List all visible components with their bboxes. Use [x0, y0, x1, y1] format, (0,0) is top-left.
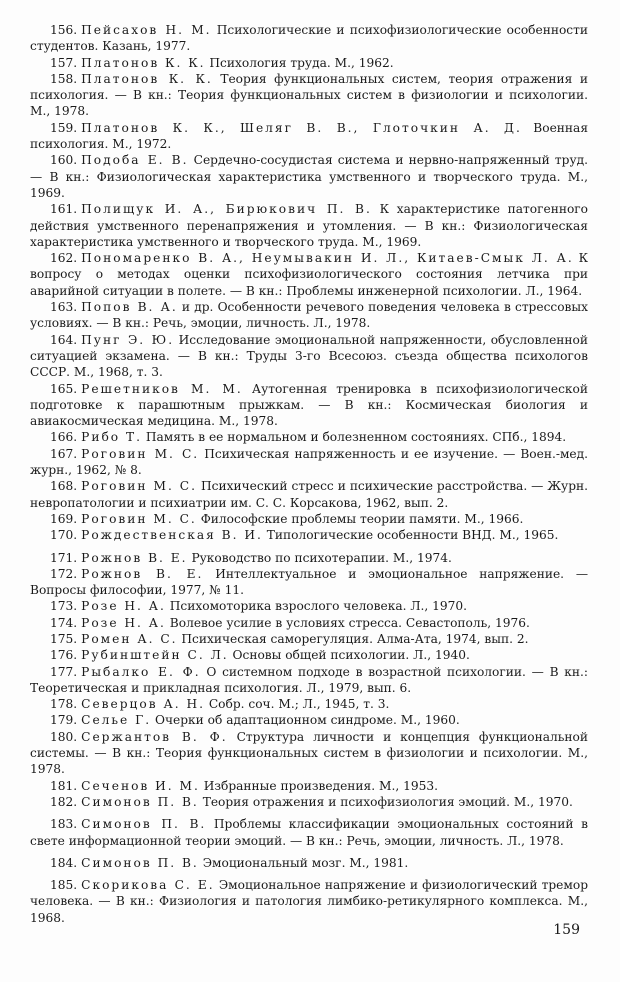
- entry-number: 169.: [50, 511, 78, 526]
- bibliography-entry: [30, 664, 588, 697]
- entry-number: 185.: [50, 878, 78, 893]
- entry-text: Психическая саморегуляция. Алма-Ата, 1974, вып. 2.: [181, 631, 529, 646]
- bibliography-entry: [30, 615, 588, 631]
- bibliography-entry: [30, 55, 588, 71]
- entry-author: Роговин М. С.: [81, 446, 200, 461]
- bibliography-entry: [30, 71, 588, 120]
- entry-author: Рыбалко Е. Ф.: [81, 664, 201, 679]
- entry-text: Психическая напряженность и ее изучение. — Воен.-мед. журн., 1962, № 8.: [30, 446, 589, 478]
- entry-author: Попов В. А.: [81, 300, 178, 315]
- entry-number: 157.: [50, 55, 78, 70]
- entry-number: 160.: [50, 153, 78, 168]
- entry-author: Симонов П. В.: [81, 794, 199, 809]
- entry-text: и др. Особенности речевого поведения человека в стрессовых условиях. — В кн.: Речь, эмоции, личность. Л., 1978.: [30, 300, 588, 331]
- entry-number: 159.: [50, 120, 78, 135]
- bibliography-entry: [30, 152, 588, 201]
- entry-author: Рожнов В. Е.: [81, 550, 188, 565]
- entry-author: Розе Н. А.: [81, 615, 166, 630]
- entry-number: 170.: [50, 528, 78, 543]
- entry-number: 178.: [50, 697, 78, 712]
- entry-author: Симонов П. В.: [81, 817, 207, 832]
- entry-text: Исследование эмоциональной напряженности, обусловленной ситуацией экзамена. — В кн.: Труды 3-го Всесоюз. съезда общества психологов СССР. М., 1968, т. 3.: [30, 332, 588, 380]
- entry-text: Психологические и психофизиологические особенности студентов. Казань, 1977.: [30, 23, 588, 54]
- entry-author: Полищук И. А., Бирюкович П. В.: [81, 202, 372, 217]
- entry-text: Теория функциональных систем, теория отражения и психология. — В кн.: Теория функциональных систем в физиологии и психологии. М., 1978.: [30, 71, 588, 119]
- entry-author: Розе Н. А.: [81, 599, 166, 614]
- entry-author: Симонов П. В.: [81, 855, 199, 870]
- entry-author: Сеченов И. М.: [81, 778, 200, 793]
- entry-author: Ромен А. С.: [81, 631, 178, 646]
- entry-text: Очерки об адаптационном синдроме. М., 1960.: [154, 713, 460, 728]
- bibliography-entry: [30, 566, 588, 599]
- entry-author: Рожнов В. Е.: [81, 566, 204, 581]
- bibliography-entry: [30, 550, 588, 566]
- entry-text: Философские проблемы теории памяти. М., 1966.: [200, 511, 524, 526]
- bibliography-entry: [30, 855, 588, 871]
- entry-text: Сердечно-сосудистая система и нервно-напряженный труд. — В кн.: Физиологическая характеристика умственного и творческого труда. М., 1969.: [30, 153, 589, 200]
- entry-number: 176.: [50, 648, 78, 663]
- entry-number: 171.: [50, 550, 78, 565]
- bibliography-entry: [30, 299, 588, 332]
- entry-author: Пейсахов Н. М.: [81, 23, 212, 37]
- entry-number: 163.: [50, 300, 78, 315]
- entry-author: Северцов А. Н.: [81, 697, 205, 712]
- entry-number: 182.: [50, 794, 78, 809]
- entry-author: Роговин М. С.: [81, 479, 198, 494]
- bibliography-entry: [30, 478, 588, 511]
- entry-number: 168.: [50, 479, 78, 494]
- entry-author: Пунг Э. Ю.: [81, 332, 175, 347]
- entry-number: 156.: [50, 23, 78, 37]
- entry-number: 158.: [50, 71, 78, 86]
- bibliography-entry: [30, 778, 588, 794]
- entry-text: Проблемы классификации эмоциональных состояний в свете информационной теории эмоций. — В кн.: Речь, эмоции, личность. Л., 1978.: [30, 817, 588, 848]
- bibliography-entry: [30, 696, 588, 712]
- entry-number: 184.: [50, 855, 78, 870]
- entry-number: 173.: [50, 599, 78, 614]
- entry-text: Руководство по психотерапии. М., 1974.: [191, 550, 452, 565]
- entry-number: 162.: [50, 251, 78, 266]
- entry-text: Избранные произведения. М., 1953.: [203, 778, 438, 793]
- entry-number: 174.: [50, 615, 78, 630]
- entry-author: Платонов К. К.: [81, 55, 206, 70]
- entry-author: Платонов К. К.: [81, 71, 213, 86]
- entry-text: О системном подходе в возрастной психологии. — В кн.: Теоретическая и прикладная психология. Л., 1979, вып. 6.: [30, 664, 588, 695]
- bibliography-entry: [30, 794, 588, 810]
- entry-text: Типологические особенности ВНД. М., 1965.: [266, 528, 559, 543]
- bibliography-entry: [30, 647, 588, 663]
- bibliography-entry: [30, 877, 588, 926]
- entry-author: Рибо Т.: [81, 430, 143, 445]
- entry-text: Интеллектуальное и эмоциональное напряжение. — Вопросы философии, 1977, № 11.: [30, 566, 589, 598]
- bibliography-entry: [30, 446, 588, 479]
- entry-author: Роговин М. С.: [81, 511, 197, 526]
- entry-text: К вопросу о методах оценки психофизиологического состояния летчика при аварийной ситуации в полете. — В кн.: Проблемы инженерной психологии. Л., 1964.: [30, 251, 588, 298]
- entry-author: Пономаренко В. А., Неумывакин И. Л., Китаев-Смык Л. А.: [81, 251, 574, 266]
- entry-number: 167.: [50, 446, 78, 461]
- entry-number: 181.: [50, 778, 78, 793]
- entry-author: Решетников М. М.: [81, 381, 243, 396]
- entry-number: 164.: [50, 332, 78, 347]
- entry-number: 161.: [50, 202, 78, 217]
- entry-author: Платонов К. К., Шеляг В. В., Глоточкин А. Д.: [81, 120, 522, 135]
- bibliography-entry: [30, 511, 588, 527]
- entry-author: Сержантов В. Ф.: [81, 729, 228, 744]
- entry-text: Собр. соч. М.; Л., 1945, т. 3.: [208, 697, 390, 712]
- bibliography-entry: [30, 201, 588, 250]
- bibliography-entry: [30, 332, 588, 381]
- entry-text: Психический стресс и психические расстройства. — Журн. невропатологии и психиатрии им. С. С. Корсакова, 1962, вып. 2.: [30, 479, 588, 510]
- bibliography-entry: [30, 527, 588, 543]
- entry-text: Военная психология. М., 1972.: [30, 120, 589, 152]
- entry-number: 166.: [50, 430, 78, 445]
- entry-number: 165.: [50, 381, 78, 396]
- bibliography-entry: [30, 120, 588, 153]
- entry-text: Структура личности и концепция функциональной системы. — В кн.: Теория функциональных систем в физиологии и психологии. М., 1978.: [30, 729, 588, 777]
- entry-text: К характеристике патогенного действия умственного перенапряжения и утомления. — В кн.: Физиологическая характеристика умственного и творческого труда. М., 1969.: [30, 202, 589, 249]
- entry-author: Скорикова С. Е.: [81, 878, 215, 893]
- bibliography-entry: [30, 729, 588, 778]
- bibliography-list: [30, 22, 588, 926]
- entry-text: Эмоциональное напряжение и физиологический тремор человека. — В кн.: Физиология и патология лимбико-ретикулярного комплекса. М., 1968.: [30, 878, 589, 925]
- bibliography-entry: [30, 631, 588, 647]
- entry-text: Эмоциональный мозг. М., 1981.: [202, 855, 409, 870]
- entry-number: 175.: [50, 631, 78, 646]
- bibliography-entry: [30, 598, 588, 614]
- bibliography-entry: [30, 816, 588, 849]
- entry-text: Основы общей психологии. Л., 1940.: [232, 648, 470, 663]
- bibliography-entry: [30, 22, 588, 55]
- entry-number: 180.: [50, 729, 78, 744]
- entry-author: Рождественская В. И.: [81, 528, 263, 543]
- entry-number: 183.: [50, 817, 78, 832]
- entry-number: 172.: [50, 566, 78, 581]
- bibliography-entry: [30, 381, 588, 430]
- entry-text: Волевое усилие в условиях стресса. Севастополь, 1976.: [169, 615, 530, 630]
- bibliography-entry: [30, 250, 588, 299]
- page-number: 159: [553, 922, 580, 938]
- bibliography-entry: [30, 712, 588, 728]
- entry-text: Психомоторика взрослого человека. Л., 1970.: [169, 599, 468, 614]
- entry-text: Аутогенная тренировка в психофизиологической подготовке к парашютным прыжкам. — В кн.: Космическая биология и авиакосмическая медицина. М., 1978.: [30, 381, 589, 429]
- entry-author: Подоба Е. В.: [81, 153, 189, 168]
- entry-author: Рубинштейн С. Л.: [81, 648, 229, 663]
- entry-number: 177.: [50, 664, 78, 679]
- entry-text: Теория отражения и психофизиология эмоций. М., 1970.: [202, 794, 573, 809]
- entry-number: 179.: [50, 713, 78, 728]
- entry-author: Селье Г.: [81, 713, 152, 728]
- entry-text: Память в ее нормальном и болезненном состояниях. СПб., 1894.: [145, 430, 567, 445]
- bibliography-entry: [30, 429, 588, 445]
- entry-text: Психология труда. М., 1962.: [209, 55, 394, 70]
